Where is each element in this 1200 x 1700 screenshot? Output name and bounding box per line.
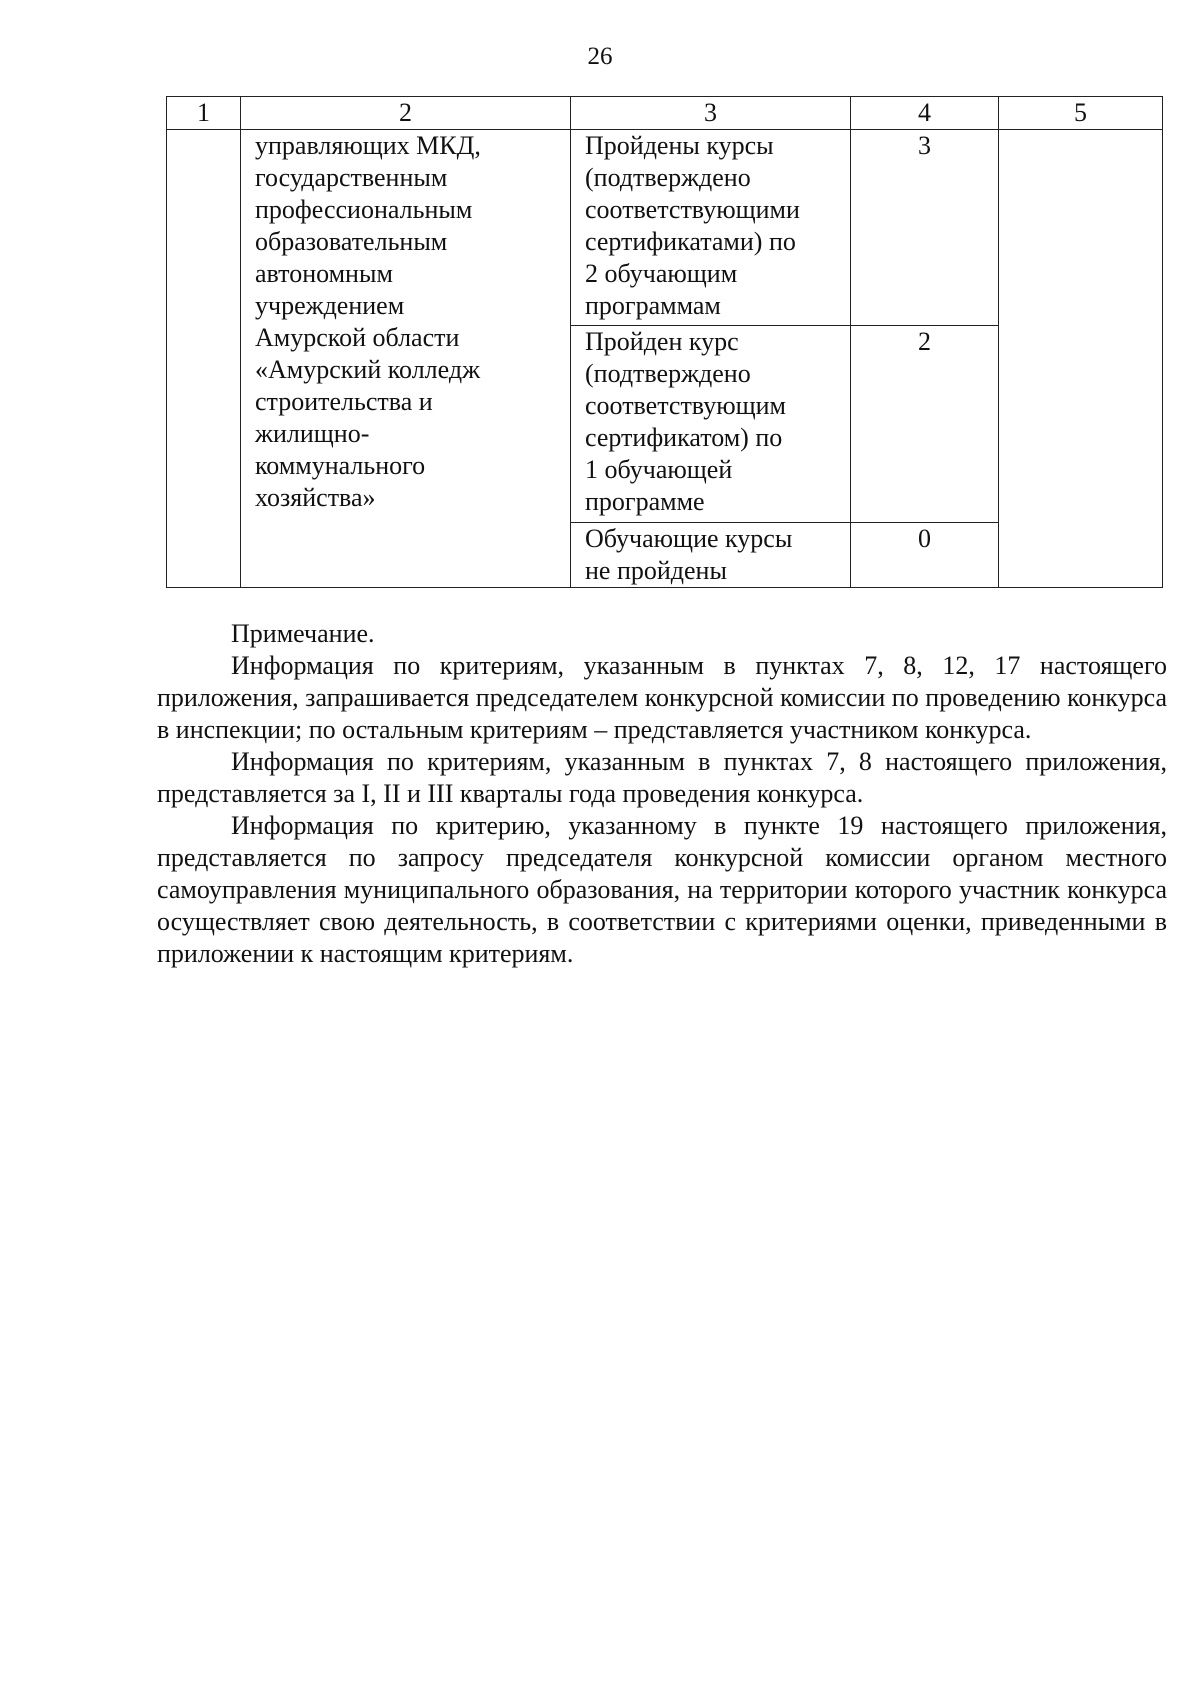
header-cell-5: 5 <box>999 97 1163 130</box>
note-block <box>157 618 1167 970</box>
header-cell-3: 3 <box>571 97 851 130</box>
table-header-row <box>167 97 1163 130</box>
header-cell-1: 1 <box>167 97 241 130</box>
header-cell-2: 2 <box>241 97 571 130</box>
criteria-table <box>166 96 1163 588</box>
score-cell: 2 <box>851 326 999 523</box>
page-number: 26 <box>587 43 613 70</box>
header-cell-4: 4 <box>851 97 999 130</box>
note-paragraph-2: Информация по критериям, указанным в пунктах 7, 8 настоящего приложения, представляется за I, II и III кварталы года проведения конкурса. <box>157 747 1167 808</box>
criterion-name-cell: управляющих МКД, государственным профессиональным образовательным автономным учреждением Амурской области «Амурский колледж строительства и жилищно- коммунального хозяйства» <box>241 130 571 588</box>
note-title: Примечание. <box>231 619 375 648</box>
note-paragraph-1: Информация по критериям, указанным в пунктах 7, 8, 12, 17 настоящего приложения, запрашивается председателем конкурсной комиссии по проведению конкурса в инспекции; по остальным критериям – представляется участником конкурса. <box>157 651 1167 744</box>
criterion-value-cell: Пройден курс (подтверждено соответствующим сертификатом) по 1 обучающей программе <box>571 326 851 523</box>
number-cell <box>167 130 241 588</box>
score-cell: 0 <box>851 523 999 588</box>
criterion-value-cell: Обучающие курсы не пройдены <box>571 523 851 588</box>
table-row <box>167 130 1163 326</box>
score-cell: 3 <box>851 130 999 326</box>
source-cell <box>999 130 1163 588</box>
note-paragraph-3: Информация по критерию, указанному в пункте 19 настоящего приложения, представляется по запросу председателя конкурсной комиссии органом местного самоуправления муниципального образования, на территории которого участник конкурса осуществляет свою деятельность, в соответствии с критериями оценки, приведенными в приложении к настоящим критериям. <box>157 811 1167 968</box>
criterion-value-cell: Пройдены курсы (подтверждено соответствующими сертификатами) по 2 обучающим программам <box>571 130 851 326</box>
